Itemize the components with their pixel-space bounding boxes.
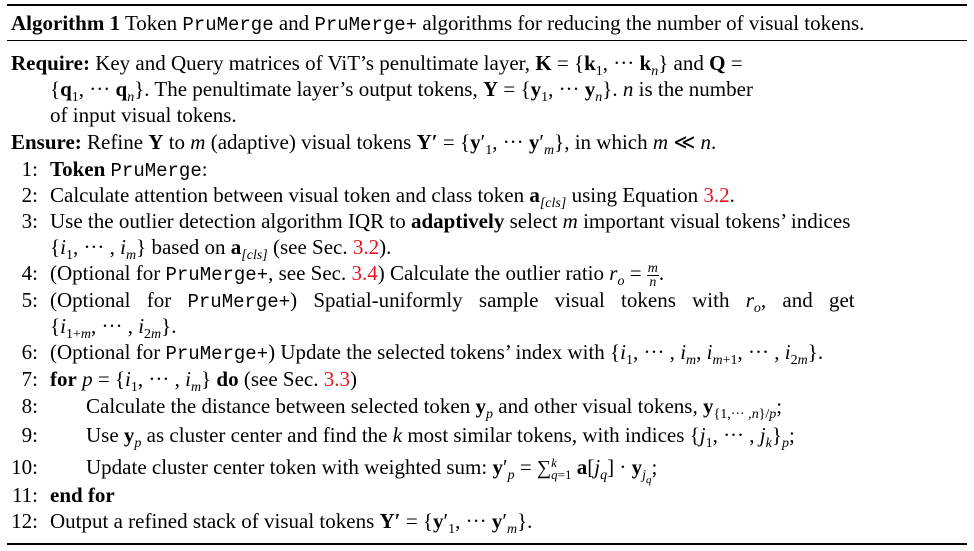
step-number: 5: [21,288,38,312]
step-9: Use $y_p$ as cluster center and find the k most similar tokens, with indices {$j_1$, ··· , $j_k\}_p$; [86,423,795,452]
step-5-line-1: (Optional for PruMerge+) Spatial-uniformly sample visual tokens with $r_o$, and get [50,288,855,317]
require-line-3: of input visual tokens. [50,103,237,127]
caption-rule [7,40,967,41]
step-number: 1: [21,157,38,181]
step-8: Calculate the distance between selected token $y_p$ and other visual tokens, $y_{\{1,\cdot\cdot\cdot ,n\}/p}$; [86,394,783,423]
step-number: 11: [11,483,38,507]
algorithm-caption: Algorithm 1 Token PruMerge and PruMerge+ algorithms for reducing the number of visual tokens. [11,11,865,36]
step-10: Update cluster center token with weighted sum: $y'_p$ = ∑ k q=1 $a[j_q] \cdot y_{j_q}$; [86,455,658,486]
step-number: 2: [21,183,38,207]
step-number: 6: [21,340,38,364]
algorithm-label: Algorithm 1 [11,11,121,35]
step-11: end for [50,483,115,507]
section-ref[interactable]: 3.2 [352,235,380,259]
step-5-line-2: {$i_{1+m}$, ··· , $i_{2m}$}. [50,314,177,343]
bottom-rule [7,543,967,545]
step-number: 7: [21,367,38,391]
ensure-label: Ensure: [11,130,82,154]
step-number: 12: [11,509,38,533]
step-6: (Optional for PruMerge+) Update the selected tokens’ index with {$i_1$, ··· , $i_m$, $i_{m+1}$, ··· , $i_{2m}$}. [50,340,824,369]
require-line-2: {$q_1$, ··· $q_n$}. The penultimate layer’s output tokens, $Y = \{y_1$, ··· $y_n$}. n is the number [50,77,753,106]
step-3-line-2: {$i_1$, ··· , $i_m$} based on $a_{[cls]}$ (see Sec. 3.2). [50,235,392,264]
step-2: Calculate attention between visual token and class token $a_{[cls]}$ using Equation 3.2. [50,183,735,212]
step-number: 9: [21,423,38,447]
section-ref[interactable]: 3.4 [351,261,378,285]
section-ref[interactable]: 3.3 [323,367,350,391]
step-1: Token PruMerge: [50,157,208,182]
step-number: 3: [21,209,38,233]
equation-ref[interactable]: 3.2 [703,183,730,207]
step-number: 4: [21,261,38,285]
step-4: (Optional for PruMerge+, see Sec. 3.4) Calculate the outlier ratio $r_o$ = $\frac{m}{n}$ . [50,260,665,290]
step-3-line-1: Use the outlier detection algorithm IQR to adaptively select m important visual tokens’ indices [50,209,851,233]
step-7: for $p = \{i_1$, ··· , $i_m$} do (see Sec. 3.3) [50,367,357,396]
require-line-1 [11,50,743,80]
ensure-line: Ensure: Refine Y to m (adaptive) visual tokens $Y' = \{y'_1$, ··· $y'_m$}, in which m ≪ n. [11,130,717,159]
top-rule [7,4,967,6]
step-number: 8: [21,394,38,418]
step-number: 10: [11,455,38,479]
step-12: Output a refined stack of visual tokens $Y' = \{y'_1$, ··· $y'_m$}. [50,509,533,538]
require-label: Require: [11,51,90,75]
require-text: Key and Query matrices of ViT’s penultimate layer, $K = \{k_1$, ··· $k_n$} and Q = [89,51,743,80]
